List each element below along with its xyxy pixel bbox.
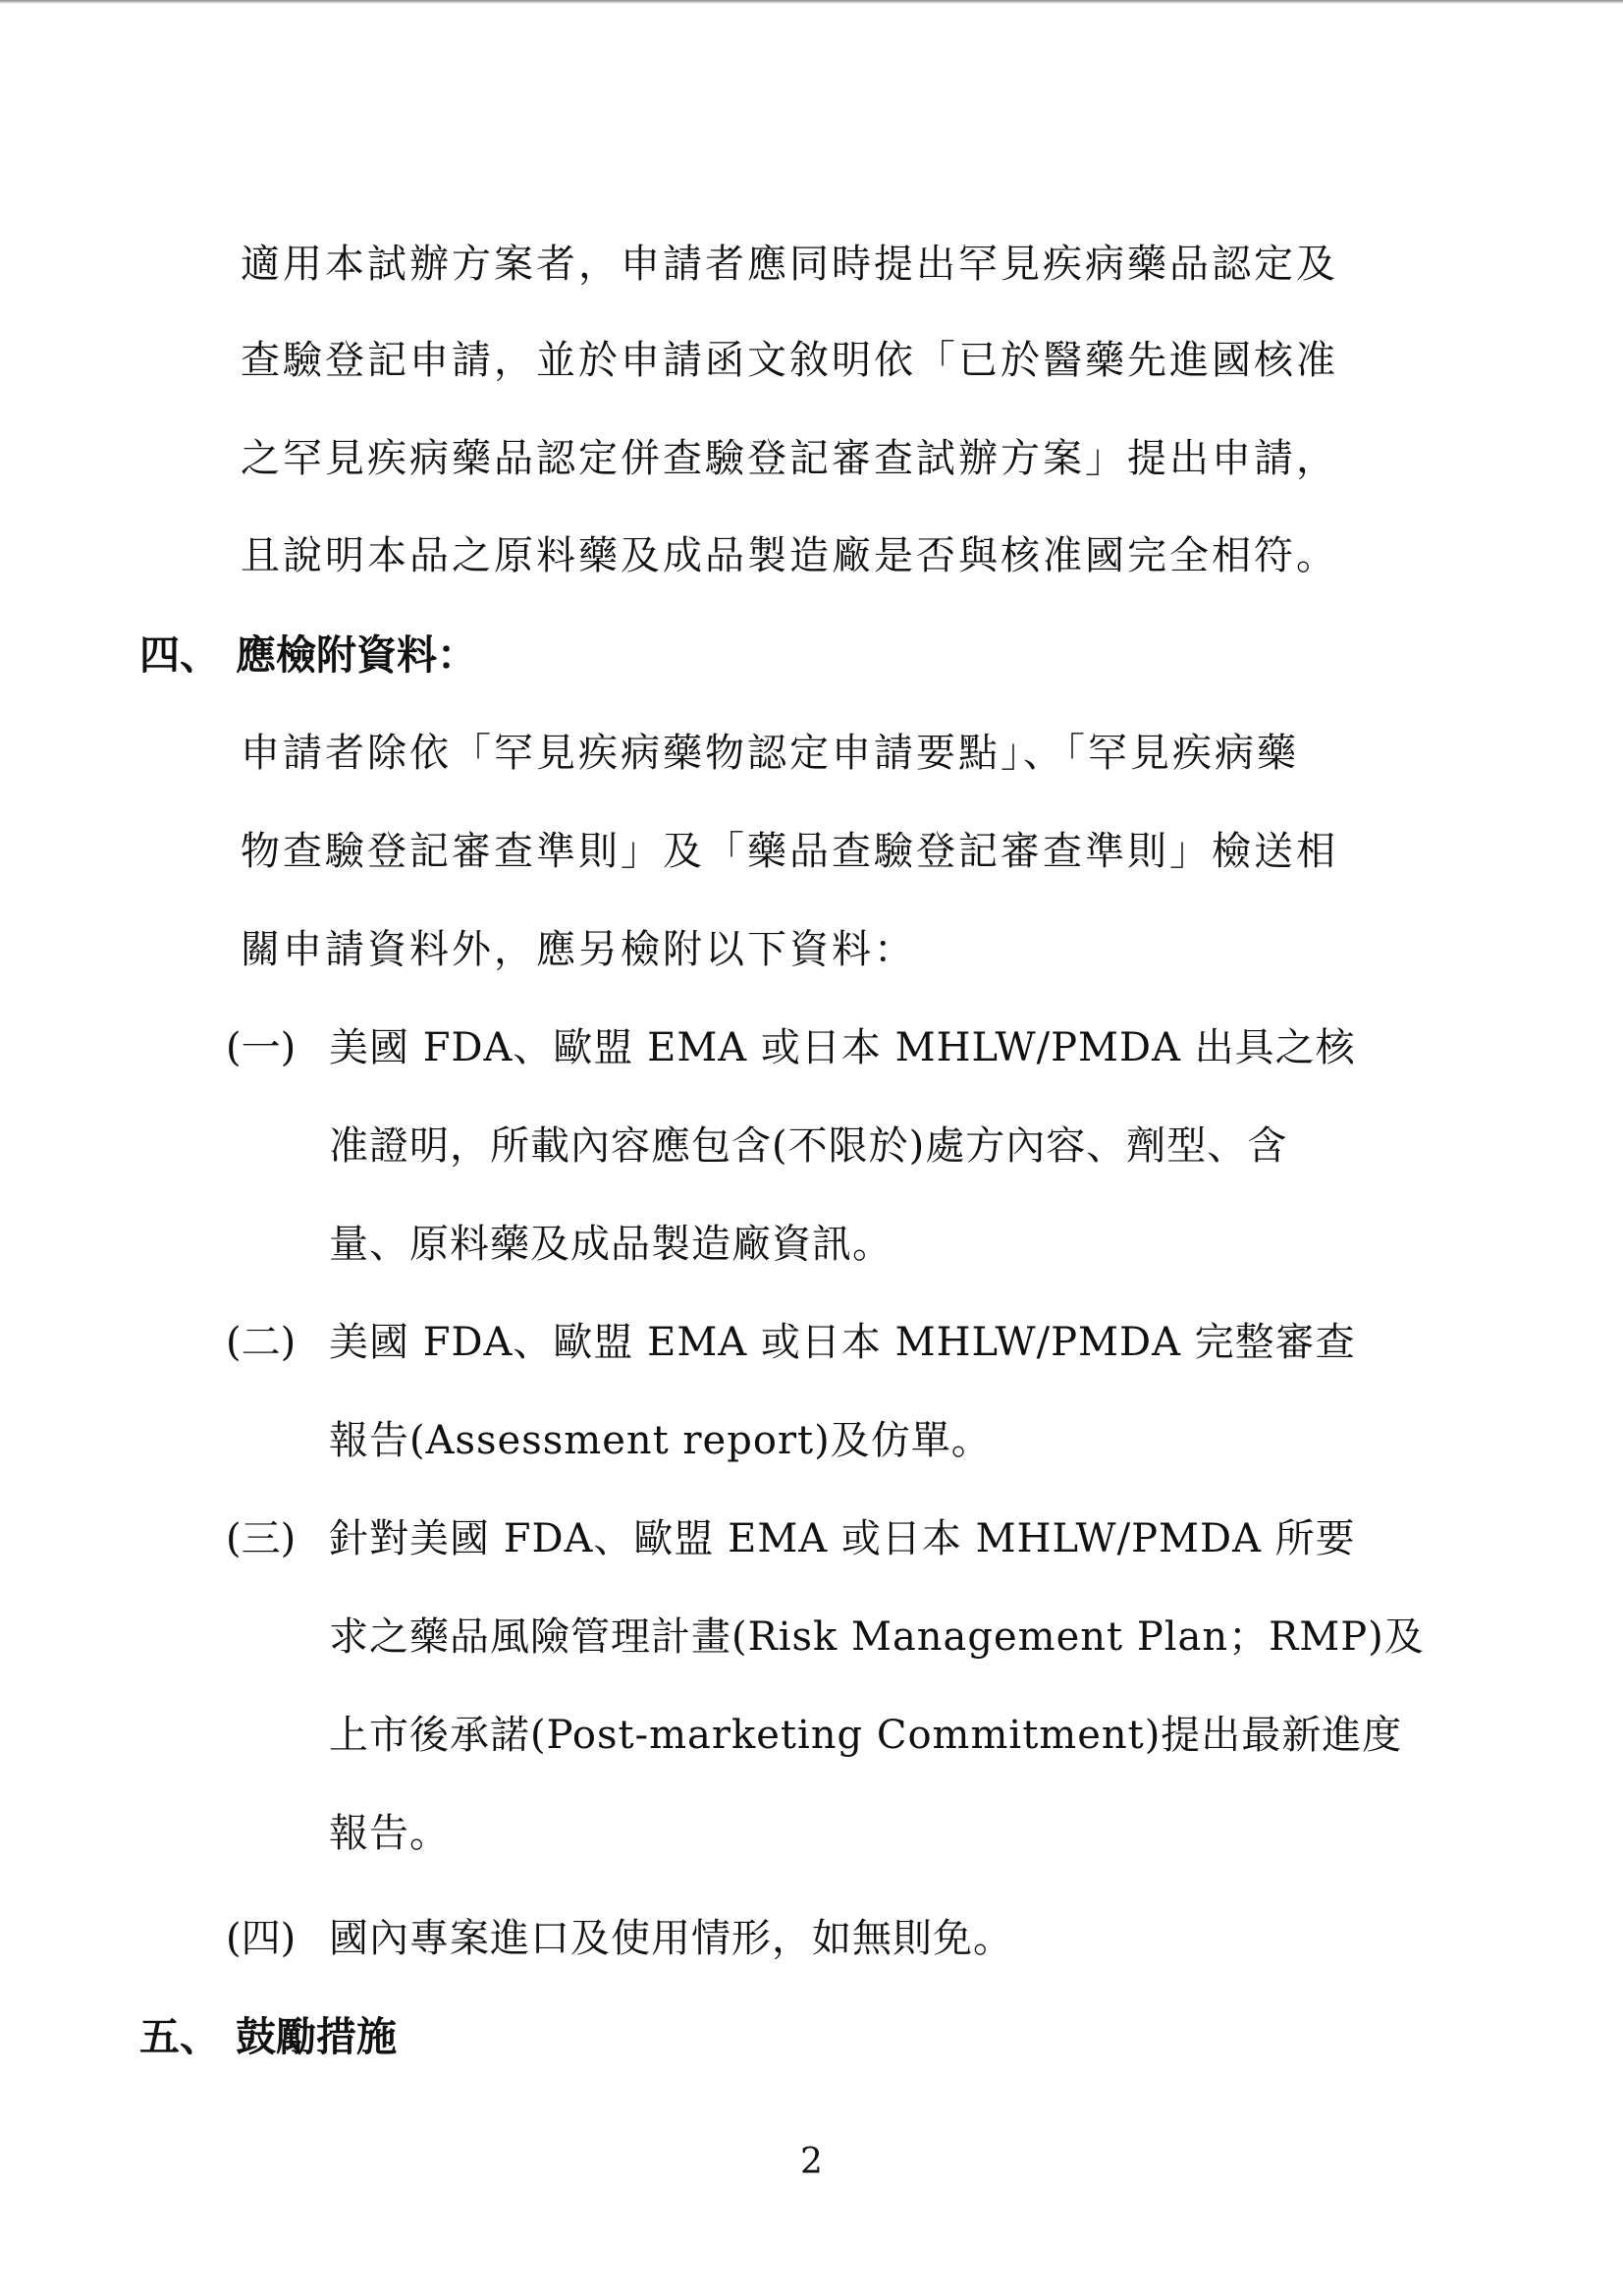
list-item-line: 求之藥品風險管理計畫(Risk Management Plan；RMP)及	[329, 1614, 1425, 1660]
list-item-marker: (二)	[226, 1320, 297, 1365]
paragraph-line: 之罕見疾病藥品認定併查驗登記審查試辦方案」提出申請，	[241, 436, 1338, 481]
paragraph-line: 查驗登記申請，並於申請函文敘明依「已於醫藥先進國核准	[241, 338, 1338, 383]
paragraph-line: 申請者除依「罕見疾病藥物認定申請要點」、「罕見疾病藥	[241, 731, 1299, 776]
page-number: 2	[800, 2142, 823, 2182]
list-item-line: 報告(Assessment report)及仿單。	[329, 1418, 992, 1463]
paragraph-line: 適用本試辦方案者，申請者應同時提出罕見疾病藥品認定及	[241, 242, 1338, 287]
list-item-line: 美國 FDA、歐盟 EMA 或日本 MHLW/PMDA 出具之核	[329, 1025, 1356, 1070]
paragraph-line: 物查驗登記審查準則」及「藥品查驗登記審查準則」檢送相	[241, 829, 1338, 874]
section-title: 應檢附資料：	[236, 631, 477, 679]
section-heading	[139, 2013, 397, 2060]
paragraph-line: 關申請資料外，應另檢附以下資料：	[241, 927, 916, 972]
list-item-marker: (一)	[226, 1025, 297, 1070]
list-item-line: 美國 FDA、歐盟 EMA 或日本 MHLW/PMDA 完整審查	[329, 1320, 1356, 1365]
scan-edge	[0, 0, 1623, 4]
list-item-line: 准證明，所載內容應包含(不限於)處方內容、劑型、含	[329, 1123, 1288, 1169]
section-number: 五、	[139, 2013, 220, 2060]
list-item-marker: (三)	[226, 1516, 297, 1561]
section-title: 鼓勵措施	[236, 2013, 397, 2060]
list-item-line: 針對美國 FDA、歐盟 EMA 或日本 MHLW/PMDA 所要	[329, 1516, 1356, 1561]
list-item-line: 上市後承諾(Post-marketing Commitment)提出最新進度	[329, 1713, 1403, 1758]
list-item-marker: (四)	[226, 1916, 297, 1961]
list-item-line: 量、原料藥及成品製造廠資訊。	[329, 1222, 893, 1267]
paragraph-line: 且說明本品之原料藥及成品製造廠是否與核准國完全相符。	[241, 533, 1338, 578]
section-heading	[139, 631, 477, 679]
section-number: 四、	[139, 631, 220, 679]
list-item-line: 報告。	[329, 1811, 450, 1856]
list-item-line: 國內專案進口及使用情形，如無則免。	[329, 1916, 1013, 1961]
